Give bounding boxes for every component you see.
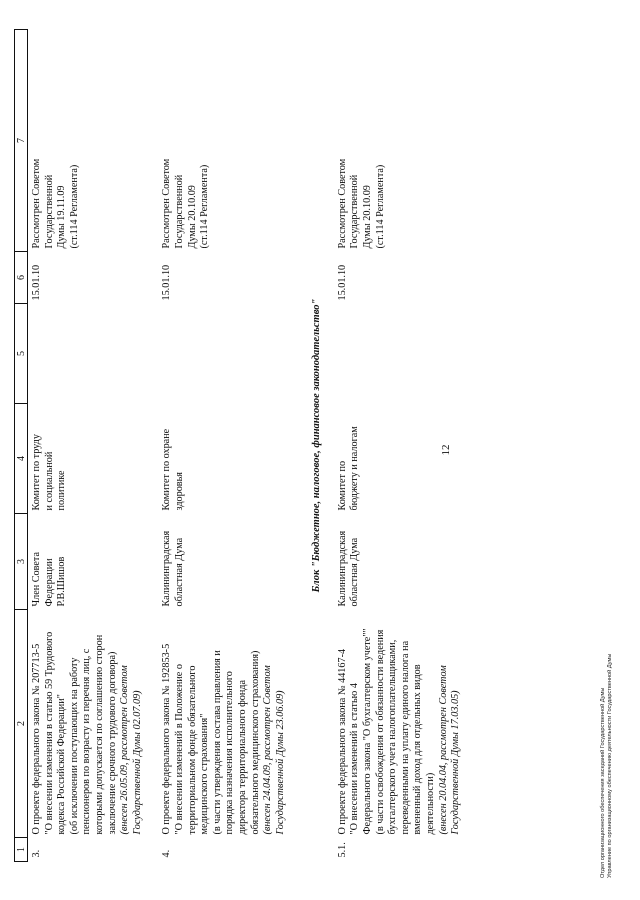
- column-5-cell: [334, 304, 477, 404]
- footer-line: Управление по организационному обеспечению деятельности Государственной Думы: [607, 653, 613, 878]
- footer-line: Отдел организационного обеспечения заседаний Государственной Думы: [600, 687, 606, 878]
- column-5-cell: [28, 304, 159, 404]
- date: 15.01.10: [161, 264, 173, 301]
- row-number: 4.: [161, 849, 173, 858]
- column-header: 7: [15, 30, 28, 252]
- status: Рассмотрен Советом Государственной Думы 19.11.09 (ст.114 Регламента): [31, 158, 80, 249]
- page-number: 12: [440, 444, 452, 456]
- committee: Комитет по труду и социальной политике: [31, 434, 68, 511]
- column-5-cell: [158, 304, 301, 404]
- bill-description: [334, 610, 477, 838]
- header-row: [15, 30, 28, 862]
- column-header: 2: [15, 610, 28, 838]
- bill-title: О проекте федерального закона № 207713-5 "О внесении изменения в статью 59 Трудового кодекса Российской Федерации" (об исключении поступающих на работу пенсионеров по возрасту из перечня лиц, с которыми допускается по соглашению сторон заключение срочного трудового договора): [31, 631, 118, 835]
- column-header: 4: [15, 404, 28, 514]
- bill-description: [28, 610, 159, 838]
- date: 15.01.10: [31, 264, 42, 301]
- table-row: [334, 30, 477, 862]
- bill-author: Калининградская областная Дума: [161, 530, 185, 607]
- row-number: 3.: [31, 849, 42, 858]
- bill-author: Член Совета Федерации Р.В.Шишов: [31, 552, 68, 607]
- bill-title: О проекте федерального закона № 192853-5 "О внесении изменений в Положение о территориальном фонде обязательного медицинского страхования" (в части утверждения состава правления и порядка назначения исполнительного директора территориального фонда обязательного медицинского страхования): [161, 643, 261, 835]
- bill-author: Калининградская областная Дума: [336, 530, 361, 607]
- committee: Комитет по бюджету и налогам: [336, 426, 361, 511]
- table-row: [158, 30, 301, 862]
- row-number: 5.1.: [336, 842, 348, 858]
- bill-note: (внесен 20.04.04, рассмотрен Советом Государственной Думы 17.03.05): [437, 665, 462, 835]
- block-title: Блок "Бюджетное, налоговое, финансовое законодательство": [311, 298, 323, 593]
- status: Рассмотрен Советом Государственной Думы 20.10.09 (ст.114 Регламента): [161, 158, 211, 249]
- bill-note: (внесен 24.04.09, рассмотрен Советом Государственной Думы 23.06.09): [262, 665, 286, 835]
- footer: [600, 654, 614, 878]
- column-header: 1: [15, 838, 28, 862]
- bills-table: [14, 29, 477, 862]
- column-header: 5: [15, 304, 28, 404]
- bill-title: О проекте федерального закона № 44167-4 "О внесении изменений в статью 4 Федерального закона "О бухгалтерском учете"" (в части освобождения от обязанности ведения бухгалтерского учета налогоплательщиками, переведенными на уплату единого налога на вмененный доход для отдельных видов деятельности): [336, 628, 437, 835]
- status: Рассмотрен Советом Государственной Думы 20.10.09 (ст.114 Регламента): [336, 158, 386, 249]
- date: 15.01.10: [336, 264, 348, 301]
- column-header: 3: [15, 514, 28, 610]
- bill-description: [158, 610, 301, 838]
- block-heading-row: [301, 30, 334, 862]
- bill-note: (внесен 26.05.09, рассмотрен Советом Государственной Думы 02.07.09): [119, 665, 143, 835]
- table-row: [28, 30, 159, 862]
- column-header: 6: [15, 252, 28, 304]
- committee: Комитет по охране здоровья: [161, 428, 185, 511]
